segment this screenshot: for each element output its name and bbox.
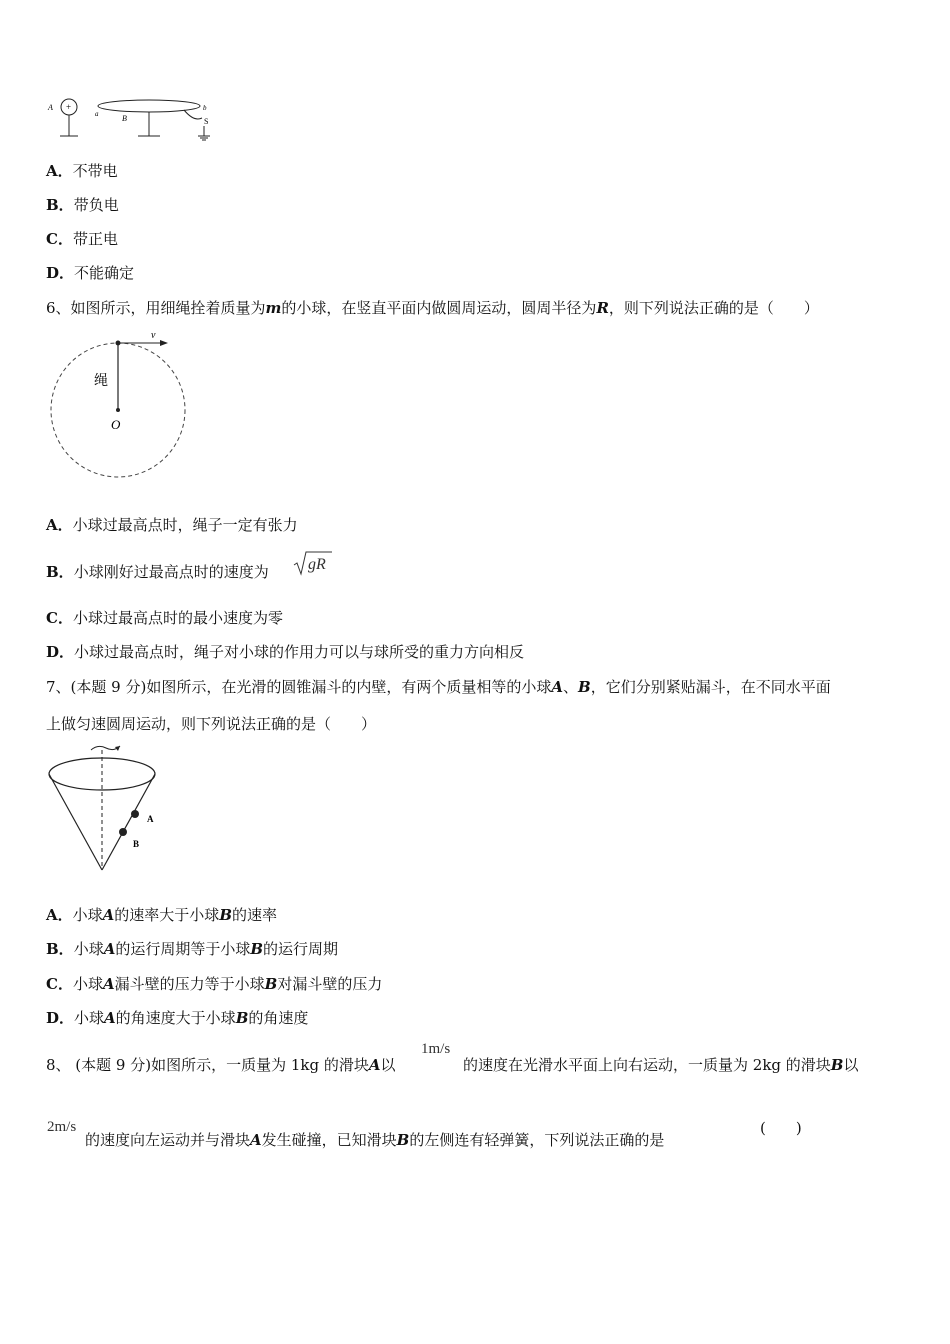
q6-label-v: v xyxy=(151,330,156,341)
q7-var-B: B xyxy=(578,678,591,696)
option-letter: C． xyxy=(46,609,73,627)
q6-var-R: R xyxy=(596,299,609,317)
q8-answer-paren: ( ) xyxy=(760,1119,802,1137)
option-part: 小球 xyxy=(74,1009,105,1027)
option-part: 小球 xyxy=(72,906,103,924)
q8-line1-right xyxy=(463,1054,858,1076)
rotation-arrow-icon xyxy=(91,746,120,750)
q8-text: 的速度向左运动并与滑块 xyxy=(85,1131,251,1149)
q7-stem-prefix: 7、(本题 9 分)如图所示，在光滑的圆锥漏斗的内壁，有两个质量相等的小球 xyxy=(46,678,552,696)
q8-text: 以 xyxy=(380,1056,396,1074)
q7-option-b xyxy=(46,938,338,960)
option-part: 的角速度大于小球 xyxy=(115,1009,236,1027)
q5-option-b xyxy=(46,194,119,216)
q8-text: 8、 (本题 9 分)如图所示，一质量为 1kg 的滑块 xyxy=(46,1056,369,1074)
q7-option-c xyxy=(46,973,382,995)
option-part: 的角速度 xyxy=(248,1009,309,1027)
q7-stem-line2-text: 上做匀速圆周运动，则下列说法正确的是（ ） xyxy=(46,715,377,733)
q7-sep: 、 xyxy=(562,678,578,696)
option-text: 小球刚好过最高点时的速度为 xyxy=(73,563,269,581)
q5-label-plus: + xyxy=(66,102,72,112)
q7-var-A: A xyxy=(551,678,563,696)
q8-line1-left xyxy=(46,1054,396,1076)
q8-var-A: A xyxy=(368,1056,381,1074)
switch-wire xyxy=(184,110,202,119)
q5-diagram xyxy=(44,96,224,144)
electroscope-diagram xyxy=(44,96,224,144)
q7-stem-suffix: ，它们分别紧贴漏斗，在不同水平面 xyxy=(590,678,831,696)
option-letter: A． xyxy=(46,516,73,534)
option-part: 的速率 xyxy=(232,906,278,924)
sqrt-icon xyxy=(292,549,332,577)
arrow-head-icon xyxy=(160,340,168,346)
option-letter: B． xyxy=(46,196,74,214)
q5-label-a: a xyxy=(95,110,99,118)
ball-B xyxy=(119,828,127,836)
option-part: 漏斗壁的压力等于小球 xyxy=(114,975,265,993)
option-text: 不带电 xyxy=(72,162,118,180)
q7-option-a xyxy=(46,904,277,926)
sqrt-content: gR xyxy=(308,556,326,573)
option-part: 的速率大于小球 xyxy=(114,906,220,924)
q8-text: 的速度在光滑水平面上向右运动，一质量为 2kg 的滑块 xyxy=(463,1056,831,1074)
q6-var-m: m xyxy=(265,299,282,317)
option-letter: D． xyxy=(46,264,75,282)
q6-option-a xyxy=(46,514,298,536)
option-var: A xyxy=(104,1009,116,1027)
q8-text: 以 xyxy=(843,1056,859,1074)
vertical-circle-diagram xyxy=(46,330,191,480)
q5-label-B: B xyxy=(122,114,127,123)
q8-text: 的左侧连有轻弹簧，下列说法正确的是 xyxy=(409,1131,665,1149)
q6-option-b xyxy=(46,561,269,583)
q6-label-rope: 绳 xyxy=(94,374,108,389)
q8-var-B: B xyxy=(830,1056,844,1074)
option-letter: C． xyxy=(46,230,73,248)
option-letter: D． xyxy=(46,1009,75,1027)
option-letter: D． xyxy=(46,643,75,661)
option-letter: B． xyxy=(46,563,74,581)
q7-option-d xyxy=(46,1007,308,1029)
option-text: 小球过最高点时的最小速度为零 xyxy=(72,609,283,627)
option-text: 带负电 xyxy=(73,196,119,214)
q5-option-a xyxy=(46,160,118,182)
option-part: 的运行周期 xyxy=(263,940,339,958)
option-var: A xyxy=(102,975,115,993)
q5-option-d xyxy=(46,262,134,284)
q5-label-b: b xyxy=(203,104,207,112)
option-part: 小球 xyxy=(72,975,103,993)
option-var: B xyxy=(264,975,278,993)
option-var: B xyxy=(235,1009,249,1027)
option-var: A xyxy=(102,906,115,924)
option-text: 小球过最高点时，绳子一定有张力 xyxy=(72,516,298,534)
q5-label-A: A xyxy=(48,103,53,112)
q8-var-A: A xyxy=(250,1131,262,1149)
q7-stem-line2 xyxy=(46,713,376,735)
ball-A xyxy=(131,810,139,818)
option-letter: A． xyxy=(46,162,73,180)
option-text: 小球过最高点时，绳子对小球的作用力可以与球所受的重力方向相反 xyxy=(74,643,525,661)
option-var: B xyxy=(250,940,264,958)
q7-label-B: B xyxy=(133,839,140,849)
option-var: B xyxy=(219,906,232,924)
q6-stem-suffix: ，则下列说法正确的是（ ） xyxy=(608,299,819,317)
q8-unit-2ms: 2m/s xyxy=(47,1119,77,1135)
sqrt-formula xyxy=(292,549,332,581)
q6-diagram xyxy=(46,330,191,480)
q6-option-c xyxy=(46,607,283,629)
q7-diagram xyxy=(46,742,166,877)
q7-label-A: A xyxy=(147,814,154,824)
q6-stem xyxy=(46,297,819,319)
q8-line2 xyxy=(85,1129,664,1151)
option-var: A xyxy=(103,940,116,958)
q6-option-d xyxy=(46,641,524,663)
q8-unit-1ms: 1m/s xyxy=(421,1041,451,1057)
option-part: 小球 xyxy=(73,940,104,958)
q8-var-B: B xyxy=(396,1131,410,1149)
cone-funnel-diagram xyxy=(46,742,166,877)
q8-text: 发生碰撞，已知滑块 xyxy=(261,1131,397,1149)
q5-option-c xyxy=(46,228,118,250)
option-text: 带正电 xyxy=(72,230,118,248)
q6-stem-prefix: 6、如图所示，用细绳拴着质量为 xyxy=(46,299,266,317)
q6-label-O: O xyxy=(111,417,121,432)
option-letter: B． xyxy=(46,940,74,958)
option-part: 的运行周期等于小球 xyxy=(115,940,251,958)
option-letter: C． xyxy=(46,975,73,993)
center-dot xyxy=(116,408,120,412)
q6-stem-mid: 的小球，在竖直平面内做圆周运动，圆周半径为 xyxy=(281,299,597,317)
option-letter: A． xyxy=(46,906,73,924)
q7-stem-line1 xyxy=(46,676,831,698)
option-text: 不能确定 xyxy=(74,264,135,282)
q5-label-S: S xyxy=(204,117,209,126)
option-part: 对漏斗壁的压力 xyxy=(277,975,383,993)
